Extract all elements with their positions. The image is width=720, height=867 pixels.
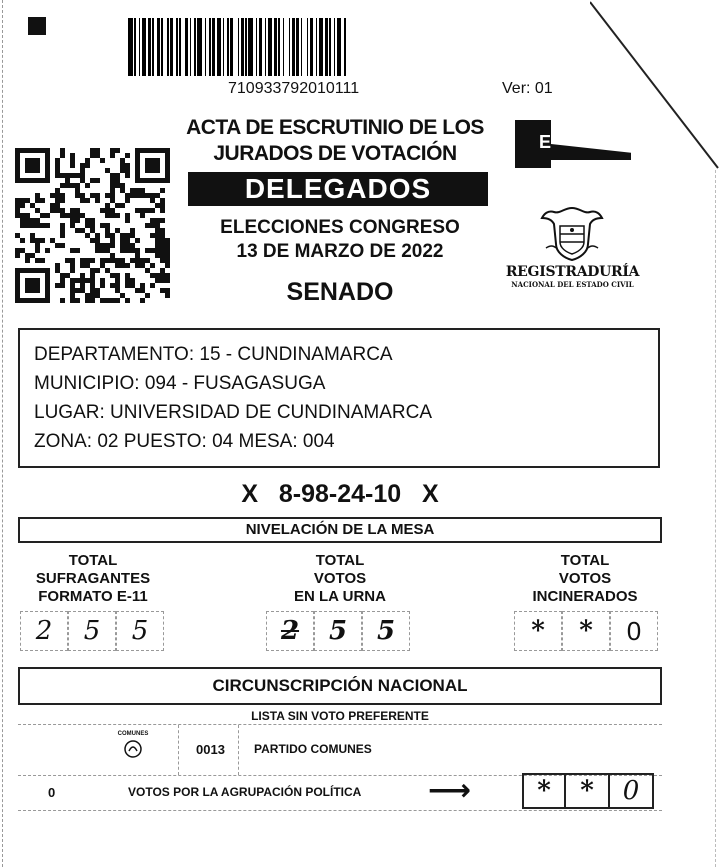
departamento-field: DEPARTAMENTO: 15 - CUNDINAMARCA — [34, 344, 393, 365]
location-box — [18, 328, 660, 468]
coat-of-arms-icon — [538, 204, 606, 262]
zona-puesto-mesa-field: ZONA: 02 PUESTO: 04 MESA: 004 — [34, 431, 335, 452]
nivelacion-title: NIVELACIÓN DE LA MESA — [18, 517, 662, 543]
digit-box[interactable]: 5 — [68, 611, 116, 651]
cut-line-right — [715, 170, 716, 867]
arrow-right-icon: ⟶ — [428, 774, 472, 807]
delegados-banner: DELEGADOS — [188, 172, 488, 206]
vote-digit-box[interactable]: * — [522, 773, 566, 809]
digit-box[interactable]: 5 — [314, 611, 362, 651]
corporation-title: SENADO — [286, 278, 394, 306]
registry-name: REGISTRADURÍA — [505, 264, 640, 280]
digit-box[interactable]: 5 — [362, 611, 410, 651]
lugar-field: LUGAR: UNIVERSIDAD DE CUNDINAMARCA — [34, 402, 432, 423]
party-name: PARTIDO COMUNES — [254, 742, 372, 756]
urna-digits — [266, 611, 410, 651]
row-index: 0 — [48, 785, 56, 800]
title-line-1: ACTA DE ESCRUTINIO DE LOS — [186, 116, 484, 139]
party-row — [18, 724, 662, 776]
municipio-field: MUNICIPIO: 094 - FUSAGASUGA — [34, 373, 326, 394]
digit-box[interactable]: 2 — [20, 611, 68, 651]
sufragantes-digits — [20, 611, 164, 651]
incinerados-digits — [514, 611, 658, 651]
digit-box[interactable]: 5 — [116, 611, 164, 651]
title-line-2: JURADOS DE VOTACIÓN — [213, 142, 457, 165]
total-votos-urna-label: TOTAL VOTOS EN LA URNA — [294, 552, 386, 605]
e14-logo — [515, 120, 631, 168]
party-logo-text: COMUNES — [117, 731, 149, 737]
barcode-number: 710933792010111 — [228, 80, 360, 97]
qr-code — [15, 148, 170, 303]
total-sufragantes-label: TOTAL SUFRAGANTES FORMATO E-11 — [35, 552, 151, 605]
logo-letter: E — [539, 132, 552, 152]
control-code: X 8-98-24-10 X — [241, 480, 439, 508]
barcode — [128, 18, 474, 76]
votes-label: VOTOS POR LA AGRUPACIÓN POLÍTICA — [128, 785, 362, 799]
vote-digit-box[interactable]: * — [566, 773, 610, 809]
circunscripcion-title: CIRCUNSCRIPCIÓN NACIONAL — [18, 667, 662, 705]
registry-subtitle: NACIONAL DEL ESTADO CIVIL — [511, 280, 634, 289]
total-votos-incinerados-label: TOTAL VOTOS INCINERADOS — [532, 552, 638, 605]
party-logo-icon — [123, 739, 143, 759]
registration-mark — [28, 17, 46, 35]
election-date: 13 DE MARZO DE 2022 — [236, 241, 444, 262]
election-name: ELECCIONES CONGRESO — [220, 217, 460, 238]
version-label: Ver: 01 — [502, 80, 553, 97]
vote-digit-box[interactable]: 0 — [610, 773, 654, 809]
party-vote-digits — [522, 773, 654, 809]
party-code: 0013 — [196, 742, 225, 757]
digit-box[interactable]: * — [514, 611, 562, 651]
cut-line-left — [2, 0, 3, 867]
digit-box[interactable]: 0 — [610, 611, 658, 651]
digit-box[interactable]: 2 — [266, 611, 314, 651]
digit-box[interactable]: * — [562, 611, 610, 651]
lista-subtitle: LISTA SIN VOTO PREFERENTE — [251, 709, 429, 723]
